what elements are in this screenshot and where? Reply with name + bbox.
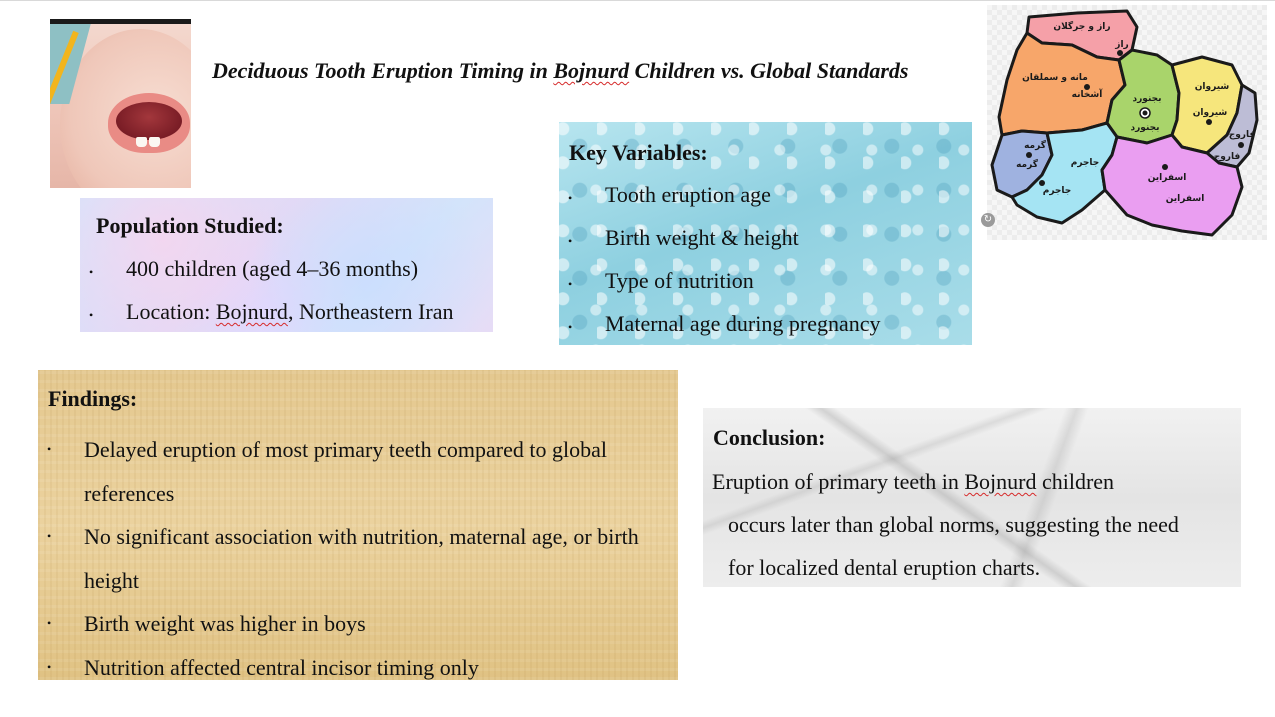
label-raz-city: راز xyxy=(1115,40,1129,50)
population-heading: Population Studied: xyxy=(96,213,284,238)
rotate-handle-icon[interactable]: ↻ xyxy=(981,213,995,227)
finding-text: Birth weight was higher in boys xyxy=(84,611,366,636)
conclusion-line1-before: Eruption of primary teeth in xyxy=(712,469,965,494)
bullet-icon: • xyxy=(568,320,573,334)
bullet-icon: • xyxy=(568,277,573,291)
list-item xyxy=(80,256,493,299)
conclusion-line1-after: children xyxy=(1036,469,1115,494)
bullet-icon: • xyxy=(89,265,94,279)
label-jajarm: جاجرم xyxy=(1070,158,1100,168)
title-after: Children vs. Global Standards xyxy=(629,58,909,83)
location-prefix: Location: xyxy=(126,299,216,324)
list-item xyxy=(38,515,664,602)
label-garmeh: گرمه xyxy=(1024,141,1046,151)
variable-text: Type of nutrition xyxy=(605,268,754,293)
finding-text: No significant association with nutrition, maternal age, or birth height xyxy=(84,524,639,593)
conclusion-line xyxy=(712,460,1237,503)
label-shirvan: شیروان xyxy=(1194,82,1230,92)
population-studied-box xyxy=(80,198,493,332)
variables-heading: Key Variables: xyxy=(569,140,708,165)
label-garmeh-city: گرمه xyxy=(1016,160,1038,170)
label-esfarayen: اسفراین xyxy=(1147,173,1187,183)
list-item xyxy=(38,602,664,646)
map-svg xyxy=(987,5,1267,240)
top-rule xyxy=(0,0,1275,1)
list-item xyxy=(559,225,972,268)
findings-box xyxy=(38,370,678,680)
city-dot-jajarm xyxy=(1039,180,1045,186)
variable-text: Tooth eruption age xyxy=(605,182,771,207)
bullet-icon: • xyxy=(568,234,573,248)
population-item-text: 400 children (aged 4–36 months) xyxy=(126,256,419,281)
list-item xyxy=(559,311,972,354)
bullet-icon: • xyxy=(47,616,52,630)
label-esfarayen-city: اسفراین xyxy=(1165,194,1205,204)
bullet-icon: • xyxy=(47,659,52,674)
location-place: Bojnurd xyxy=(215,299,288,324)
finding-text: Delayed eruption of most primary teeth compared to global references xyxy=(84,437,607,506)
label-ashkhaneh: آشخانه xyxy=(1071,90,1103,100)
title-before: Deciduous Tooth Eruption Timing in xyxy=(212,58,554,83)
findings-list xyxy=(38,428,678,689)
label-farooj-city: فاروج xyxy=(1213,152,1241,162)
variable-text: Maternal age during pregnancy xyxy=(605,311,881,336)
city-dot-esfarayen xyxy=(1162,164,1168,170)
label-jajarm-city: جاجرم xyxy=(1042,186,1072,196)
conclusion-place: Bojnurd xyxy=(964,469,1037,494)
conclusion-box xyxy=(703,408,1241,587)
north-khorasan-map xyxy=(983,5,1267,240)
city-dot-ashkhaneh xyxy=(1084,84,1090,90)
finding-text: Nutrition affected central incisor timing only xyxy=(84,654,479,680)
label-raz: راز و جرگلان xyxy=(1053,22,1111,32)
conclusion-text xyxy=(712,460,1237,589)
location-suffix: , Northeastern Iran xyxy=(287,299,454,324)
city-dot-farooj xyxy=(1238,142,1244,148)
findings-heading: Findings: xyxy=(48,386,138,411)
capital-dot-bojnurd xyxy=(1143,111,1148,116)
label-maneh: مانه و سملقان xyxy=(1022,73,1088,83)
list-item xyxy=(38,646,664,690)
key-variables-box xyxy=(559,122,972,345)
list-item xyxy=(38,428,664,515)
label-bojnurd: بجنورد xyxy=(1132,94,1162,104)
child-teeth-photo xyxy=(50,19,191,188)
tooth xyxy=(136,137,147,147)
conclusion-heading: Conclusion: xyxy=(713,425,826,450)
title-place: Bojnurd xyxy=(553,58,630,83)
list-item xyxy=(80,299,493,342)
population-list xyxy=(80,256,493,342)
tooth xyxy=(149,137,160,147)
bullet-icon: • xyxy=(47,442,52,456)
city-dot-raz xyxy=(1117,50,1123,56)
bullet-icon: • xyxy=(47,529,52,543)
slide-title xyxy=(212,58,908,84)
city-dot-garmeh xyxy=(1026,152,1032,158)
label-shirvan-city: شیروان xyxy=(1192,108,1228,118)
variable-text: Birth weight & height xyxy=(605,225,799,250)
mouth-inner xyxy=(116,102,182,140)
bullet-icon: • xyxy=(89,308,94,322)
label-farooj: فاروج xyxy=(1228,130,1256,140)
city-dot-shirvan xyxy=(1206,119,1212,125)
list-item xyxy=(559,268,972,311)
bullet-icon: • xyxy=(568,191,573,205)
label-bojnurd-city: بجنورد xyxy=(1130,123,1160,133)
photo-top-bar xyxy=(50,19,191,24)
list-item xyxy=(559,182,972,225)
conclusion-line3: for localized dental eruption charts. xyxy=(728,555,1041,580)
variables-list xyxy=(559,182,972,354)
conclusion-line2: occurs later than global norms, suggesting the need xyxy=(728,512,1179,537)
